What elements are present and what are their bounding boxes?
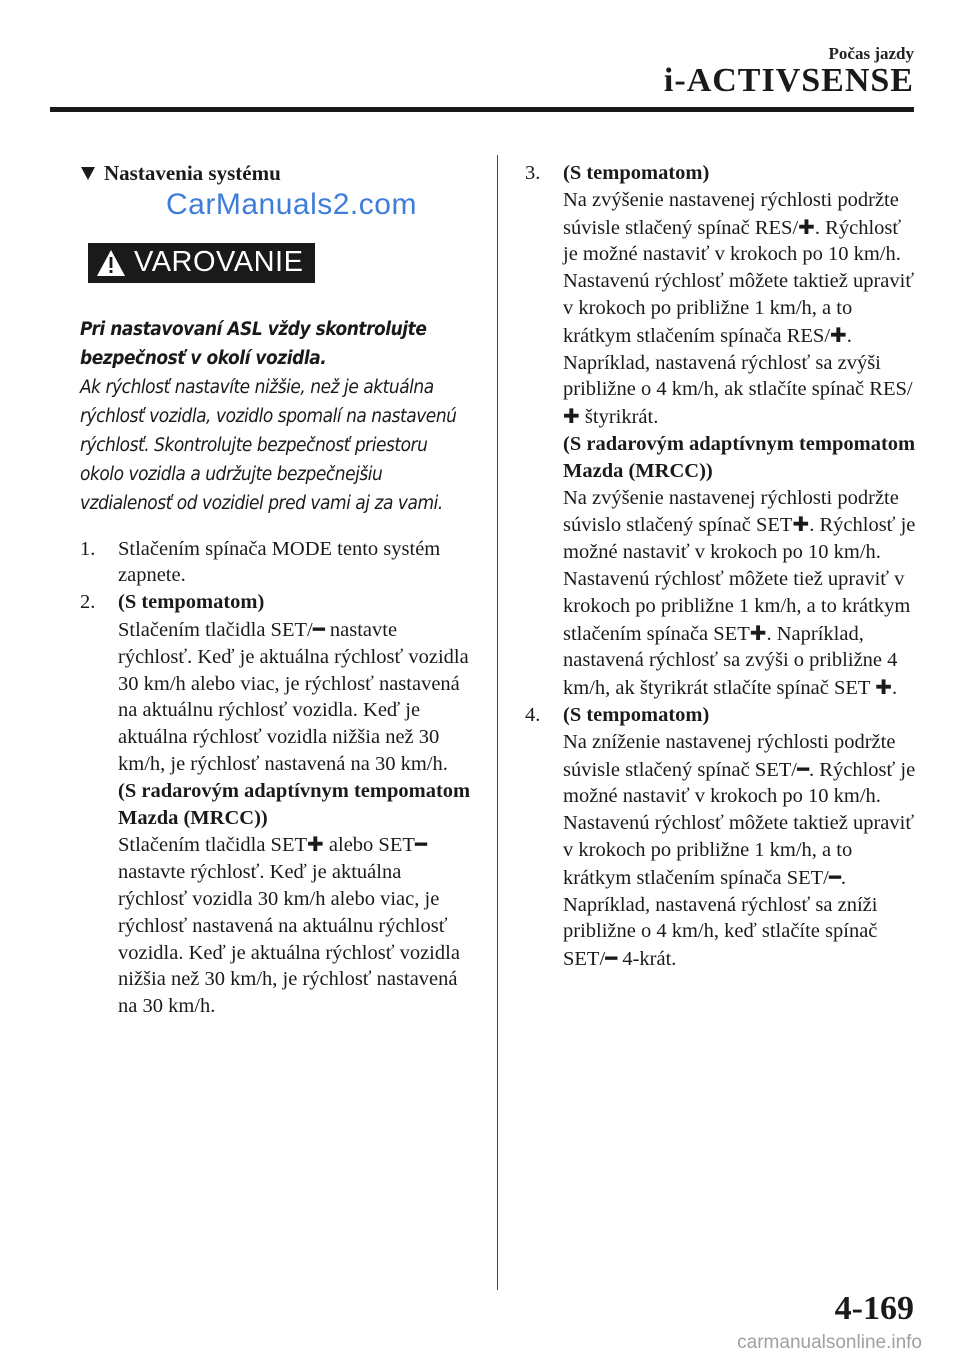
step-number: 3. (525, 162, 541, 184)
plus-icon: ✚ (563, 404, 580, 429)
text-run: nastavte rýchlosť. Keď je aktuálna rýchlosť vozidla 30 km/h alebo viac, je rýchlosť nastavená na aktuálnu rýchlosť vozidla. Keď je aktuálna rýchlosť vozidla nižšia než 30 km/h, je rýchlosť nastavená na 30 km/h. (118, 861, 460, 1018)
text-run: alebo SET (323, 834, 415, 857)
step-subheading: (S tempomatom) (118, 591, 265, 614)
section-heading-text: Nastavenia systému (104, 161, 281, 185)
text-run: Stlačením tlačidla SET (118, 834, 308, 857)
plus-icon: ✚ (798, 214, 815, 239)
site-footer: carmanualsonline.info (737, 1332, 922, 1353)
text-run: . Rýchlosť je možné nastaviť v krokoch po 10 km/h. Nastavenú rýchlosť môžete taktiež upraviť v krokoch po približne 1 km/h, a to krátkym stlačením spínača SET/ (563, 758, 916, 889)
right-column (525, 160, 920, 973)
step-paragraph (563, 729, 920, 973)
page-number: 4-169 (834, 1290, 914, 1327)
watermark: CarManuals2.com (166, 188, 417, 221)
step-paragraph (563, 187, 920, 431)
step-subheading: (S tempomatom) (563, 162, 710, 184)
steps-left (80, 536, 475, 1020)
text-run: . Rýchlosť je možné nastaviť v krokoch po 10 km/h. Nastavenú rýchlosť môžete taktiež upraviť v krokoch po približne 1 km/h, a to krátkym stlačením spínača RES/ (563, 216, 915, 347)
text-run: 4-krát. (617, 948, 677, 971)
minus-icon: ━ (605, 946, 618, 971)
plus-icon: ✚ (875, 675, 892, 700)
step-1 (80, 536, 475, 590)
header-rule (50, 107, 914, 112)
step-paragraph (118, 616, 475, 778)
plus-icon: ✚ (307, 832, 324, 857)
warning-bold-text: Pri nastavovaní ASL vždy skontrolujte bezpečnosť v okolí vozidla. (80, 318, 427, 369)
triangle-bullet-icon (81, 167, 95, 180)
minus-icon: ━ (797, 756, 810, 781)
step-2 (80, 589, 475, 1020)
text-run: štyrikrát. (579, 406, 659, 429)
minus-icon: ━ (828, 864, 841, 889)
step-subheading: (S tempomatom) (563, 703, 710, 726)
text-run: Stlačením tlačidla SET/ (118, 618, 313, 641)
warning-banner (88, 243, 315, 283)
step-paragraph (118, 831, 475, 1020)
step-subheading: (S radarovým adaptívnym tempomatom Mazda (MRCC)) (563, 432, 916, 482)
text-run: nastavte rýchlosť. Keď je aktuálna rýchlosť vozidla 30 km/h alebo viac, je rýchlosť nastavená na aktuálnu rýchlosť vozidla. Keď je aktuálna rýchlosť vozidla nižšia než 30 km/h, je rýchlosť nastavená na 30 km/h. (118, 618, 469, 775)
minus-icon: ━ (312, 616, 325, 641)
step-body (563, 160, 920, 702)
step-number: 2. (80, 591, 96, 614)
warning-text (80, 315, 476, 518)
step-subheading: (S radarovým adaptívnym tempomatom Mazda (MRCC)) (118, 779, 471, 829)
text-run: Na zníženie nastavenej rýchlosti podržte súvisle stlačený spínač SET/ (563, 730, 896, 781)
plus-icon: ✚ (792, 512, 810, 537)
text-run: . Napríklad, nastavená rýchlosť sa zvýši približne o 4 km/h, ak stlačíte spínač RES/ (563, 324, 913, 401)
warning-body-text: Ak rýchlosť nastavíte nižšie, než je aktuálna rýchlosť vozidla, vozidlo spomalí na nastavenú rýchlosť. Skontrolujte bezpečnosť priestoru okolo vozidla a udržujte bezpečnejšiu vzdialenosť od vozidiel pred vami aj za vami. (80, 376, 457, 514)
plus-icon: ✚ (830, 322, 847, 347)
warning-label: VAROVANIE (134, 246, 304, 279)
section-heading (80, 160, 475, 187)
text-run: . Napríklad, nastavená rýchlosť sa zvýši o približne 4 km/h, ak štyrikrát stlačíte spínač SET (563, 622, 898, 700)
step-body (563, 702, 920, 973)
text-run: . Napríklad, nastavená rýchlosť sa zníži približne o 4 km/h, keď stlačíte spínač SET/ (563, 866, 878, 971)
left-column (80, 160, 475, 1020)
text-run: . (891, 677, 898, 700)
header-title: i-ACTIVSENSE (663, 62, 914, 99)
step-paragraph (563, 485, 920, 702)
plus-icon: ✚ (749, 620, 767, 645)
step-body (118, 589, 475, 1020)
step-4 (525, 702, 920, 973)
step-text: Stlačením spínača MODE tento systém zapnete. (118, 537, 441, 587)
text-run: Na zvýšenie nastavenej rýchlosti podržte súvislo stlačený spínač SET (563, 486, 899, 537)
step-number: 4. (525, 703, 541, 726)
step-number: 1. (80, 537, 96, 560)
text-run: Na zvýšenie nastavenej rýchlosti podržte súvisle stlačený spínač RES/ (563, 188, 899, 239)
warning-triangle-icon (96, 249, 126, 277)
header-section: Počas jazdy (828, 44, 914, 63)
column-divider (497, 155, 498, 1290)
step-3 (525, 160, 920, 702)
minus-icon: ━ (414, 832, 427, 857)
text-run: . Rýchlosť je možné nastaviť v krokoch po 10 km/h. Nastavenú rýchlosť môžete tiež upraviť v krokoch po približne 1 km/h, a to krátkym stlačením spínača SET (563, 514, 916, 645)
